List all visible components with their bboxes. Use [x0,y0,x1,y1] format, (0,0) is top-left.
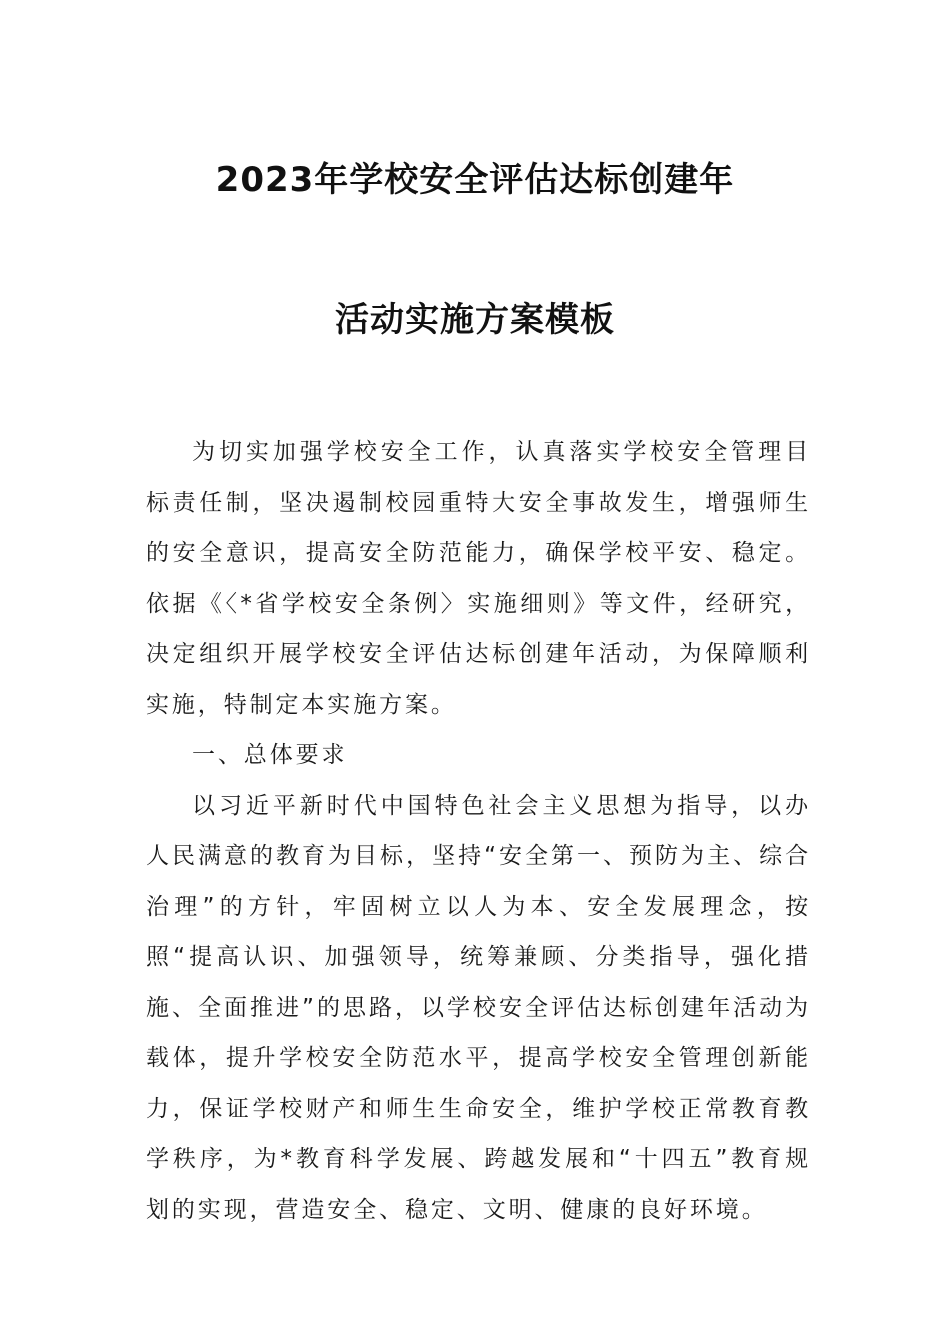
document-title-line-2: 活动实施方案模板 [335,300,615,340]
intro-paragraph: 为切实加强学校安全工作，认真落实学校安全管理目标责任制，坚决遏制校园重特大安全事故发生，增强师生的安全意识，提高安全防范能力，确保学校平安、稳定。依据《〈*省学校安全条例〉实施细则》等文件，经研究，决定组织开展学校安全评估达标创建年活动，为保障顺利实施，特制定本实施方案。 [146,439,811,718]
general-requirements-paragraph: 以习近平新时代中国特色社会主义思想为指导，以办人民满意的教育为目标，坚持“安全第一、预防为主、综合治理”的方针，牢固树立以人为本、安全发展理念，按照“提高认识、加强领导，统筹兼顾、分类指导，强化措施、全面推进”的思路，以学校安全评估达标创建年活动为载体，提升学校安全防范水平，提高学校安全管理创新能力，保证学校财产和师生生命安全，维护学校正常教育教学秩序，为*教育科学发展、跨越发展和“十四五”教育规划的实现，营造安全、稳定、文明、健康的良好环境。 [146,792,811,1223]
document-title-line-1: 2023年学校安全评估达标创建年 [215,160,735,200]
section-heading-general-requirements: 一、总体要求 [192,742,348,768]
document-body [146,427,811,1235]
